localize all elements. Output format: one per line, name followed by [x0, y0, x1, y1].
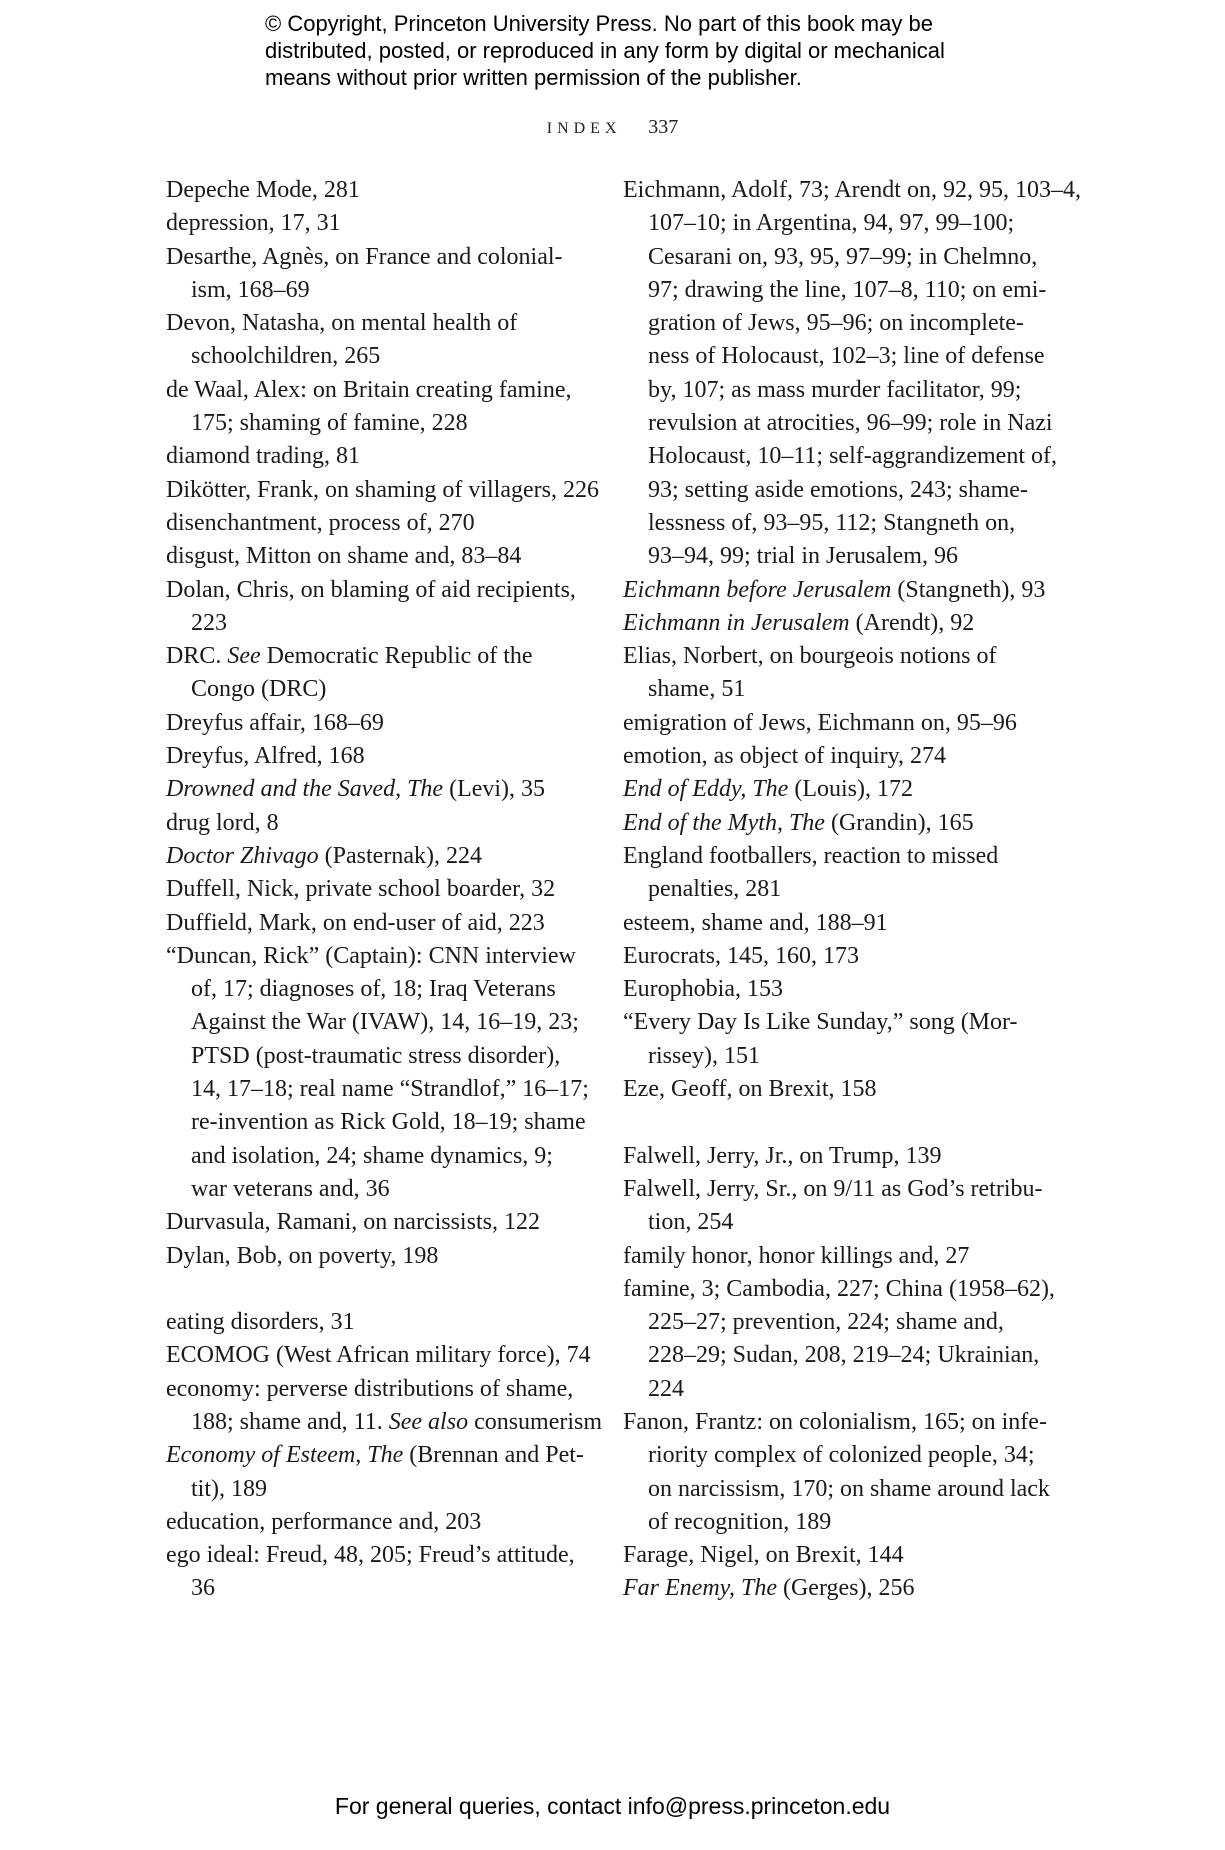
page-number: 337	[648, 116, 679, 138]
entry-text: depression, 17, 31	[166, 210, 341, 237]
index-entry-continuation	[623, 1473, 1050, 1506]
index-entry	[623, 1273, 1055, 1306]
entry-text: of, 17; diagnoses of, 18; Iraq Veterans	[191, 976, 556, 1003]
entry-text: 107–10; in Argentina, 94, 97, 99–100;	[648, 210, 1015, 237]
entry-text: gration of Jews, 95–96; on incomplete-	[648, 310, 1024, 337]
index-entry	[166, 507, 586, 540]
entry-text: 93; setting aside emotions, 243; shame-	[648, 476, 1028, 503]
entry-text: lessness of, 93–95, 112; Stangneth on,	[648, 509, 1016, 536]
index-entry-continuation	[623, 207, 1043, 240]
entry-text: (Grandin), 165	[824, 809, 974, 836]
index-entry	[166, 1339, 591, 1372]
entry-text: shame, 51	[648, 676, 746, 703]
entry-text: by, 107; as mass murder facilitator, 99;	[648, 376, 1022, 403]
entry-text: economy: perverse distributions of shame,	[166, 1375, 574, 1402]
index-entry-continuation	[623, 1206, 1043, 1239]
italic-title: Drowned and the Saved, The	[166, 776, 444, 803]
index-entry	[623, 1539, 1043, 1572]
entry-text: de Waal, Alex: on Britain creating famine,	[166, 376, 572, 403]
entry-text: 175; shaming of famine, 228	[191, 410, 468, 437]
index-entry-continuation	[166, 1006, 586, 1039]
entry-text: Dylan, Bob, on poverty, 198	[166, 1242, 439, 1269]
index-entry-continuation	[166, 1040, 586, 1073]
entry-text: ECOMOG (West African military force), 74	[166, 1342, 591, 1369]
entry-text: revulsion at atrocities, 96–99; role in Nazi	[648, 410, 1053, 437]
entry-text: Fanon, Frantz: on colonialism, 165; on infe-	[623, 1408, 1047, 1435]
entry-text: ness of Holocaust, 102–3; line of defense	[648, 343, 1045, 370]
entry-text: (Levi), 35	[443, 776, 546, 803]
index-entry	[166, 940, 586, 973]
index-entry	[623, 1140, 1043, 1173]
entry-text: 14, 17–18; real name “Strandlof,” 16–17;	[191, 1076, 589, 1103]
index-entry	[166, 873, 586, 906]
entry-text: on narcissism, 170; on shame around lack	[648, 1475, 1050, 1502]
italic-title: See	[227, 643, 261, 670]
index-entry-continuation	[623, 241, 1043, 274]
entry-text: (Arendt), 92	[849, 609, 975, 636]
index-entry	[623, 840, 1043, 873]
index-entry	[166, 740, 586, 773]
index-entry	[166, 773, 586, 806]
index-entry	[623, 607, 1043, 640]
entry-text: (Louis), 172	[788, 776, 913, 803]
index-entry-continuation	[623, 374, 1043, 407]
index-letter-gap	[166, 1273, 586, 1306]
entry-text: ism, 168–69	[191, 276, 310, 303]
entry-text: famine, 3; Cambodia, 227; China (1958–62),	[623, 1275, 1055, 1302]
entry-text: PTSD (post-traumatic stress disorder),	[191, 1042, 561, 1069]
index-entry-continuation	[166, 1572, 586, 1605]
index-entry	[623, 1173, 1043, 1206]
index-entry-continuation	[623, 540, 1043, 573]
index-entry	[166, 307, 586, 340]
index-entry	[166, 1539, 586, 1572]
index-entry-continuation	[166, 1073, 589, 1106]
entry-text: Depeche Mode, 281	[166, 177, 360, 203]
entry-text: Dolan, Chris, on blaming of aid recipients,	[166, 576, 576, 603]
entry-text: eating disorders, 31	[166, 1309, 355, 1336]
index-entry-continuation	[166, 1106, 586, 1139]
index-entry	[166, 207, 586, 240]
entry-text: (Pasternak), 224	[318, 842, 482, 869]
entry-text: schoolchildren, 265	[191, 343, 381, 370]
entry-text: 36	[191, 1575, 215, 1602]
entry-text: riority complex of colonized people, 34;	[648, 1442, 1035, 1469]
index-entry	[166, 241, 586, 274]
entry-text: DRC.	[166, 643, 228, 670]
entry-text: Cesarani on, 93, 95, 97–99; in Chelmno,	[648, 243, 1038, 270]
entry-text: Eichmann, Adolf, 73; Arendt on, 92, 95, 103–4,	[623, 177, 1081, 203]
entry-text: Duffield, Mark, on end-user of aid, 223	[166, 909, 545, 936]
index-entry	[166, 840, 586, 873]
index-entry	[623, 807, 1043, 840]
index-entry	[166, 907, 586, 940]
entry-text: penalties, 281	[648, 876, 782, 903]
index-entry	[166, 540, 586, 573]
entry-text: Dreyfus, Alfred, 168	[166, 743, 365, 770]
entry-text: Duffell, Nick, private school boarder, 32	[166, 876, 556, 903]
entry-text: England footballers, reaction to missed	[623, 842, 999, 869]
index-entry-continuation	[623, 407, 1053, 440]
index-entry-continuation	[166, 607, 586, 640]
italic-title: Eichmann before Jerusalem	[623, 576, 892, 603]
italic-title: End of Eddy, The	[623, 776, 789, 803]
entry-text: re-invention as Rick Gold, 18–19; shame	[191, 1109, 586, 1136]
index-column-left	[166, 174, 603, 1606]
index-entry-continuation	[623, 474, 1043, 507]
index-letter-gap	[623, 1106, 1043, 1139]
index-entry-continuation	[166, 340, 586, 373]
index-entry-continuation	[623, 1040, 1043, 1073]
index-entry-continuation	[623, 340, 1043, 373]
entry-text: consumerism	[468, 1408, 603, 1435]
entry-text: (Stangneth), 93	[891, 576, 1046, 603]
entry-text: 93–94, 99; trial in Jerusalem, 96	[648, 543, 958, 570]
index-entry	[623, 907, 1043, 940]
entry-text: (Gerges), 256	[776, 1575, 915, 1602]
entry-text: Dikötter, Frank, on shaming of villagers, 226	[166, 476, 599, 503]
entry-text: Congo (DRC)	[191, 676, 327, 703]
running-head	[0, 116, 1225, 139]
entry-text: Democratic Republic of the	[260, 643, 533, 670]
section-title: INDEX	[546, 120, 622, 137]
entry-text: drug lord, 8	[166, 809, 279, 836]
index-entry-continuation	[166, 1473, 586, 1506]
entry-text: Holocaust, 10–11; self-aggrandizement of,	[648, 443, 1057, 470]
index-entry-continuation	[623, 1373, 1043, 1406]
index-entry-continuation	[166, 973, 586, 1006]
entry-text: Falwell, Jerry, Sr., on 9/11 as God’s retribu-	[623, 1175, 1043, 1202]
index-entry	[623, 1240, 1043, 1273]
entry-text: Eurocrats, 145, 160, 173	[623, 942, 859, 969]
entry-text: esteem, shame and, 188–91	[623, 909, 888, 936]
italic-title: Eichmann in Jerusalem	[623, 609, 850, 636]
entry-text: Europhobia, 153	[623, 976, 783, 1003]
index-entry	[166, 640, 586, 673]
index-entry-continuation	[166, 673, 586, 706]
index-entry-continuation	[623, 1306, 1043, 1339]
index-entry	[623, 174, 1081, 207]
italic-title: End of the Myth, The	[623, 809, 825, 836]
index-entry	[166, 1506, 586, 1539]
index-entry	[166, 807, 586, 840]
index-entry	[166, 1206, 586, 1239]
entry-text: family honor, honor killings and, 27	[623, 1242, 970, 1269]
entry-text: 228–29; Sudan, 208, 219–24; Ukrainian,	[648, 1342, 1040, 1369]
index-entry	[166, 1373, 586, 1406]
copyright-line: © Copyright, Princeton University Press. No part of this book may be	[265, 11, 933, 36]
index-entry-continuation	[166, 1406, 603, 1439]
index-entry-continuation	[623, 1439, 1043, 1472]
index-entry	[166, 707, 586, 740]
entry-text: Against the War (IVAW), 14, 16–19, 23;	[191, 1009, 579, 1036]
index-entry-continuation	[166, 274, 586, 307]
entry-text: “Duncan, Rick” (Captain): CNN interview	[166, 942, 576, 969]
index-entry-continuation	[166, 1173, 586, 1206]
entry-text: Dreyfus affair, 168–69	[166, 709, 384, 736]
index-entry-continuation	[166, 407, 586, 440]
entry-text: Elias, Norbert, on bourgeois notions of	[623, 643, 997, 670]
entry-text: disgust, Mitton on shame and, 83–84	[166, 543, 522, 570]
entry-text: tit), 189	[191, 1475, 267, 1502]
entry-text: ego ideal: Freud, 48, 205; Freud’s attitude,	[166, 1542, 575, 1569]
entry-text: war veterans and, 36	[191, 1175, 390, 1202]
entry-text: Devon, Natasha, on mental health of	[166, 310, 518, 337]
entry-text: Durvasula, Ramani, on narcissists, 122	[166, 1209, 540, 1236]
entry-text: education, performance and, 203	[166, 1508, 482, 1535]
index-entry	[623, 1006, 1043, 1039]
italic-title: Far Enemy, The	[623, 1575, 777, 1602]
italic-title: Economy of Esteem, The	[166, 1442, 404, 1469]
index-entry-continuation	[623, 440, 1057, 473]
italic-title: See also	[388, 1408, 469, 1435]
index-entry-continuation	[623, 873, 1043, 906]
entry-text: 223	[191, 609, 227, 636]
index-entry	[166, 1306, 586, 1339]
entry-text: Farage, Nigel, on Brexit, 144	[623, 1542, 904, 1569]
entry-text: emotion, as object of inquiry, 274	[623, 743, 947, 770]
index-entry	[623, 773, 1043, 806]
entry-text: 188; shame and, 11.	[191, 1408, 389, 1435]
entry-text: (Brennan and Pet-	[403, 1442, 584, 1469]
entry-text: “Every Day Is Like Sunday,” song (Mor-	[623, 1009, 1018, 1036]
index-entry	[166, 440, 586, 473]
index-entry	[623, 740, 1043, 773]
entry-text: disenchantment, process of, 270	[166, 509, 475, 536]
entry-text: 224	[648, 1375, 684, 1402]
entry-text: diamond trading, 81	[166, 443, 360, 470]
index-entry	[166, 474, 599, 507]
entry-text: tion, 254	[648, 1209, 734, 1236]
index-entry-continuation	[623, 1506, 1043, 1539]
copyright-notice	[265, 10, 1025, 91]
index-entry	[166, 1240, 586, 1273]
entry-text: 97; drawing the line, 107–8, 110; on emi-	[648, 276, 1047, 303]
entry-text: rissey), 151	[648, 1042, 760, 1069]
index-entry-continuation	[623, 507, 1043, 540]
entry-text: and isolation, 24; shame dynamics, 9;	[191, 1142, 553, 1169]
copyright-line: distributed, posted, or reproduced in any form by digital or mechanical	[265, 38, 945, 63]
index-entry	[623, 640, 1043, 673]
index-entry	[166, 574, 586, 607]
index-entry	[166, 1439, 586, 1472]
index-entry-continuation	[623, 307, 1043, 340]
index-entry	[623, 940, 1043, 973]
entry-text: Eze, Geoff, on Brexit, 158	[623, 1076, 877, 1103]
italic-title: Doctor Zhivago	[166, 842, 319, 869]
index-entry-continuation	[623, 673, 1043, 706]
entry-text: Falwell, Jerry, Jr., on Trump, 139	[623, 1142, 942, 1169]
copyright-line: means without prior written permission of the publisher.	[265, 65, 802, 90]
index-entry	[623, 707, 1043, 740]
index-entry	[623, 1572, 1043, 1605]
entry-text: Desarthe, Agnès, on France and colonial-	[166, 243, 563, 270]
index-entry	[623, 973, 1043, 1006]
index-entry	[166, 374, 586, 407]
entry-text: emigration of Jews, Eichmann on, 95–96	[623, 709, 1017, 736]
entry-text: of recognition, 189	[648, 1508, 832, 1535]
footer-contact: For general queries, contact info@press.princeton.edu	[334, 1793, 891, 1819]
index-entry	[623, 1406, 1047, 1439]
index-entry	[623, 574, 1046, 607]
index-entry	[166, 174, 586, 207]
index-column-right	[623, 174, 1081, 1606]
index-entry-continuation	[623, 1339, 1043, 1372]
index-entry	[623, 1073, 1043, 1106]
index-entry-continuation	[166, 1140, 586, 1173]
entry-text: 225–27; prevention, 224; shame and,	[648, 1309, 1004, 1336]
index-entry-continuation	[623, 274, 1047, 307]
